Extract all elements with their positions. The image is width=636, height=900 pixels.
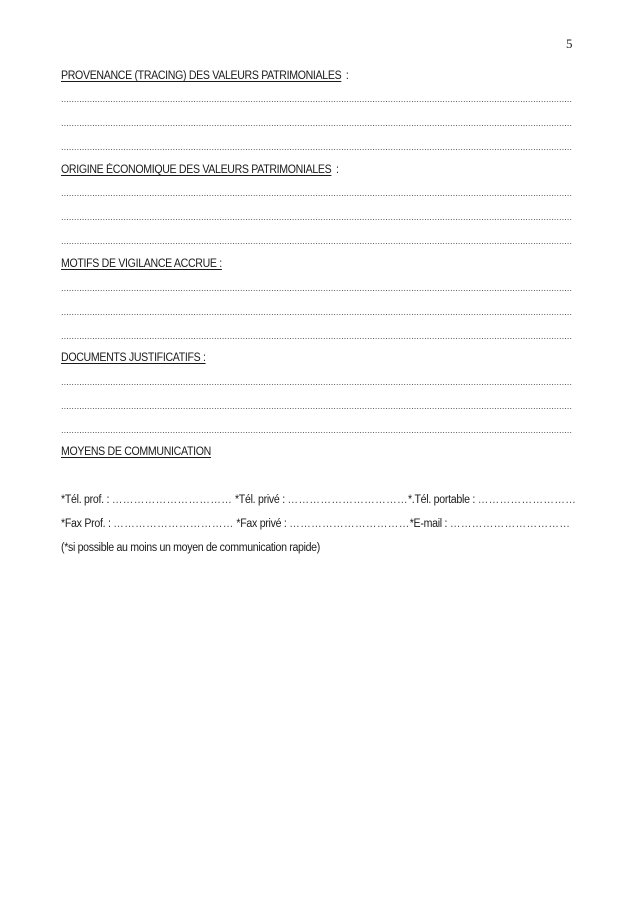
section-colon: : xyxy=(345,70,349,82)
fill-line[interactable] xyxy=(61,101,572,102)
contact-row-fax-email xyxy=(61,518,570,530)
tel-prive-field[interactable]: …………………………… xyxy=(287,494,408,506)
section-heading-origine-economique xyxy=(61,164,339,176)
fax-prive-label: *Fax privé : xyxy=(236,518,287,530)
section-heading-moyens-communication xyxy=(61,446,211,458)
section-colon: : xyxy=(335,164,339,176)
email-label: *E-mail : xyxy=(409,518,448,530)
fax-prof-field[interactable]: …………………………… xyxy=(113,518,234,530)
fax-prive-field[interactable]: …………………………… xyxy=(289,518,410,530)
section-heading-motifs-vigilance xyxy=(61,258,222,270)
tel-portable-label: *.Tél. portable : xyxy=(407,494,476,506)
fill-line[interactable] xyxy=(61,314,572,315)
tel-prive-label: *Tél. privé : xyxy=(234,494,285,506)
section-title: MOTIFS DE VIGILANCE ACCRUE : xyxy=(61,258,222,270)
fill-line[interactable] xyxy=(61,125,572,126)
section-title: MOYENS DE COMMUNICATION xyxy=(61,446,211,458)
section-title: PROVENANCE (TRACING) DES VALEURS PATRIMONIALES xyxy=(61,70,342,82)
fill-line[interactable] xyxy=(61,338,572,339)
fill-line[interactable] xyxy=(61,408,572,409)
fax-prof-label: *Fax Prof. : xyxy=(61,518,111,530)
page-number: 5 xyxy=(566,36,573,51)
fill-line[interactable] xyxy=(61,384,572,385)
fill-line[interactable] xyxy=(61,219,572,220)
fill-line[interactable] xyxy=(61,290,572,291)
tel-prof-label: *Tél. prof. : xyxy=(61,494,110,506)
fill-line[interactable] xyxy=(61,149,572,150)
tel-prof-field[interactable]: …………………………… xyxy=(111,494,233,506)
contact-row-phone xyxy=(61,494,576,506)
fill-line[interactable] xyxy=(61,432,572,433)
email-field[interactable]: …………………………… xyxy=(449,518,571,530)
section-title: DOCUMENTS JUSTIFICATIFS : xyxy=(61,352,206,364)
tel-portable-field[interactable]: ……………………… xyxy=(477,494,577,506)
fill-line[interactable] xyxy=(61,243,572,244)
section-title: ORIGINE ÉCONOMIQUE DES VALEURS PATRIMONIALES xyxy=(61,164,332,176)
communication-note: (*si possible au moins un moyen de communication rapide) xyxy=(61,542,320,554)
section-heading-documents-justificatifs xyxy=(61,352,206,364)
section-heading-provenance xyxy=(61,70,349,82)
fill-line[interactable] xyxy=(61,195,572,196)
